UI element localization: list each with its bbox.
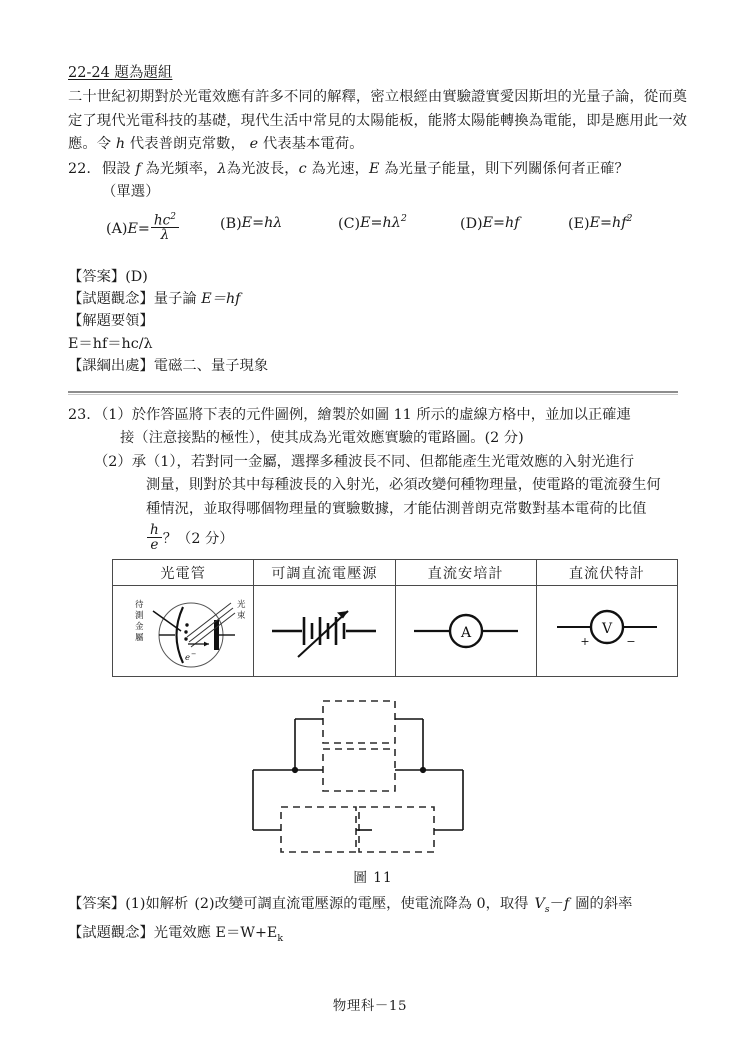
q22-concept-text: 量子論 xyxy=(153,290,202,307)
document-content xyxy=(68,62,688,950)
part2-marker: （2） xyxy=(94,453,132,470)
q22-answer-value: (D) xyxy=(125,268,148,285)
option-d[interactable] xyxy=(460,214,520,232)
part2-line-2: 測量，則對於其中每種波長的入射光，必須改變何種物理量，使電路的電流發生何 xyxy=(146,477,661,494)
label-metal-char-1: 待 xyxy=(135,600,144,611)
option-a[interactable] xyxy=(106,211,180,244)
cell-dc-ammeter xyxy=(395,586,536,677)
option-a-key: (A) xyxy=(106,220,128,237)
q23-answer-value-c: 圖的斜率 xyxy=(575,896,633,913)
ammeter-icon xyxy=(396,586,536,676)
junction-dot-left xyxy=(292,767,298,773)
question-22-stem xyxy=(68,158,678,182)
ratio-denominator: e xyxy=(147,537,162,552)
option-b-formula: E=hλ xyxy=(241,215,283,232)
label-metal-char-4: 屬 xyxy=(135,633,144,644)
ratio-tail: ？（2 分） xyxy=(162,530,234,547)
label-beam-char-1: 光 xyxy=(237,600,246,611)
q22-answer-label: 【答案】 xyxy=(68,268,126,285)
part1-marker: （1） xyxy=(94,406,132,423)
voltmeter-plus-sign: + xyxy=(580,635,590,649)
q23-answer-label: 【答案】 xyxy=(68,896,126,913)
label-beam-char-2: 束 xyxy=(237,611,246,622)
question-group-heading-wrap xyxy=(68,62,678,86)
ammeter-symbol-text: A xyxy=(460,625,471,642)
question-23-part1-body xyxy=(94,404,678,451)
option-d-formula: E=hf xyxy=(482,215,520,232)
dashed-box-middle xyxy=(323,749,395,791)
symbol-h: h xyxy=(115,136,126,152)
question-22 xyxy=(68,158,678,378)
question-22-answer-block xyxy=(68,266,678,378)
q22-concept-line xyxy=(68,288,678,310)
q22-stem-p2: 為光頻率， xyxy=(140,160,218,177)
part2-line-1: 承（1），若對同一金屬，選擇多種波長不同、但都能產生光電效應的入射光進行 xyxy=(131,453,635,470)
question-23 xyxy=(68,404,678,554)
question-23-answer-block xyxy=(68,893,678,950)
symbol-c: c xyxy=(298,160,307,177)
option-b[interactable] xyxy=(220,214,282,232)
q22-source-line xyxy=(68,355,678,377)
adjustable-dc-source-svg xyxy=(264,595,384,667)
ammeter-svg xyxy=(406,601,526,661)
junction-dot-right xyxy=(420,767,426,773)
page-footer: 物理科－15 xyxy=(332,999,408,1014)
header-adjustable-dc-source: 可調直流電壓源 xyxy=(254,560,395,586)
figure-11-wrap xyxy=(68,697,678,865)
question-22-select-type: （單選） xyxy=(102,184,160,200)
option-e[interactable] xyxy=(568,214,633,232)
q22-stem-p5: 為光量子能量，則下列關係何者正確？ xyxy=(379,160,629,177)
label-metal-char-2: 測 xyxy=(135,611,144,622)
option-c[interactable] xyxy=(338,214,407,232)
q23-concept-formula: $E=W+E_k$ xyxy=(215,924,284,944)
cell-adjustable-dc-source xyxy=(254,586,395,677)
option-c-key: (C) xyxy=(338,215,361,232)
intro-line-1: 二十世紀初期對於光電效應有許多不同的解釋，密立根經由實驗證實愛因斯坦的光量子論，從而奠 xyxy=(68,89,688,105)
phototube-svg xyxy=(113,587,253,675)
option-e-formula: $E=hf^2$ xyxy=(589,213,633,232)
symbol-E: E xyxy=(369,160,380,177)
option-a-numerator: $hc^2$ xyxy=(153,211,176,229)
q22-source-label: 【課綱出處】 xyxy=(68,358,154,375)
adjustable-dc-source-icon xyxy=(254,586,394,676)
components-table xyxy=(112,559,678,677)
components-table-header-row xyxy=(113,560,678,586)
q23-concept-label: 【試題觀念】 xyxy=(68,924,154,941)
components-table-symbol-row xyxy=(113,586,678,677)
q23-answer-value-b: (2)改變可調直流電壓源的電壓，使電流降為 0，取得 xyxy=(194,896,529,913)
question-23-number: 23. xyxy=(68,406,91,423)
question-group-heading: 22-24 題為題組 xyxy=(68,65,173,81)
option-c-formula: $E=h\lambda^2$ xyxy=(360,213,407,232)
ratio-numerator: h xyxy=(150,521,159,538)
q22-method-body: E＝hf＝hc/λ xyxy=(68,335,153,352)
dashed-box-bottom-left xyxy=(281,807,356,852)
question-23-part1-row xyxy=(68,404,678,451)
option-e-key: (E) xyxy=(568,215,590,232)
voltmeter-svg xyxy=(547,600,667,662)
option-a-denominator: λ xyxy=(151,227,179,242)
question-22-options xyxy=(68,211,678,254)
part2-line-3: 種情況，並取得哪個物理量的實驗數據，才能估測普朗克常數對基本電荷的比值 xyxy=(146,500,647,517)
question-23-part2 xyxy=(68,451,678,554)
header-dc-ammeter: 直流安培計 xyxy=(395,560,536,586)
voltmeter-minus-sign: − xyxy=(626,635,636,649)
symbol-e: e xyxy=(249,136,259,152)
intro-paragraph xyxy=(68,86,688,157)
part1-line-1: 於作答區將下表的元件圖例，繪製於如圖 11 所示的虛線方格中，並加以正確連 xyxy=(131,406,631,423)
label-electron: e xyxy=(185,653,191,664)
part1-line-2: 接（注意接點的極性），使其成為光電效應實驗的電路圖。(2 分) xyxy=(120,430,524,447)
option-a-lhs: E= xyxy=(127,220,150,237)
q22-concept-label: 【試題觀念】 xyxy=(68,290,154,307)
section-divider xyxy=(68,391,678,395)
label-electron-sup: − xyxy=(191,650,197,659)
q23-answer-line xyxy=(68,893,678,921)
figure-11-caption: 圖 11 xyxy=(353,870,393,887)
label-metal-char-3: 金 xyxy=(135,622,144,633)
q23-formula-vs: $V_s$ xyxy=(534,896,550,916)
q22-stem-p1: 假設 xyxy=(102,160,136,177)
circuit-placeholder-diagram xyxy=(245,697,501,865)
question-22-number: 22. xyxy=(68,160,92,177)
q22-source-value: 電磁二、量子現象 xyxy=(153,358,269,375)
q22-concept-formula: E＝hf xyxy=(201,290,241,307)
voltmeter-symbol-text: V xyxy=(601,621,612,638)
q22-stem-p3: 為光波長， xyxy=(226,160,299,177)
voltmeter-icon xyxy=(537,586,677,676)
q23-formula-dash: － xyxy=(549,896,564,913)
part2-ratio-line xyxy=(94,521,678,554)
q23-concept-value: 光電效應 xyxy=(153,924,216,941)
symbol-f: f xyxy=(135,160,141,177)
cell-phototube xyxy=(113,586,254,677)
header-dc-voltmeter: 直流伏特計 xyxy=(536,560,677,586)
q22-stem-p4: 為光速， xyxy=(306,160,369,177)
cell-dc-voltmeter xyxy=(536,586,677,677)
option-d-key: (D) xyxy=(460,215,483,232)
symbol-lambda: λ xyxy=(217,160,227,177)
q23-formula-f: f xyxy=(563,896,570,913)
option-a-fraction xyxy=(151,213,179,243)
ratio-h-over-e xyxy=(147,523,162,553)
phototube-icon xyxy=(113,586,253,676)
q23-answer-value-a: (1)如解析 xyxy=(125,896,189,913)
intro-line-2: 定了現代光電科技的基礎，現代生活中常見的太陽能板，能將太陽能轉換為電能，即是應用此一效 xyxy=(68,112,688,129)
option-b-key: (B) xyxy=(220,215,242,232)
intro-line-3: 應。令 h 代表普朗克常數， e 代表基本電荷。 xyxy=(68,136,364,152)
q23-concept-line xyxy=(68,922,678,950)
q22-method-label: 【解題要領】 xyxy=(68,313,154,330)
header-phototube: 光電管 xyxy=(113,560,254,586)
dashed-box-top xyxy=(323,701,395,743)
q22-answer-line xyxy=(68,266,678,288)
